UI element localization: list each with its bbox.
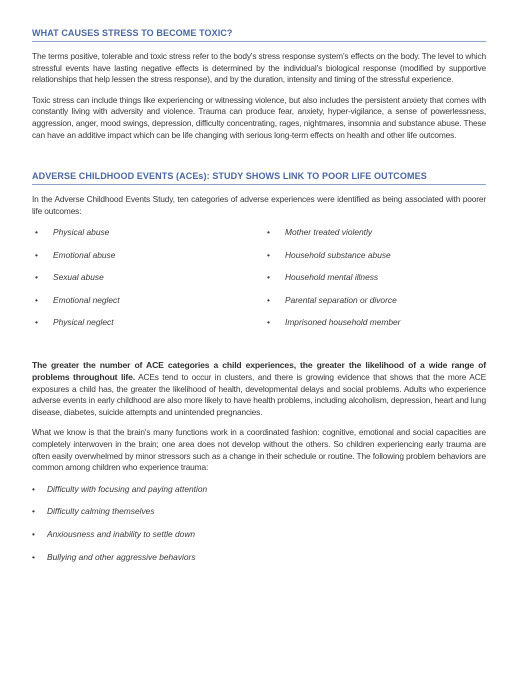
bullet-icon: • [35,317,38,328]
bullet-icon: • [267,272,270,283]
document-page [32,28,486,574]
list-item-text: Household substance abuse [285,249,391,260]
list-item [264,226,474,249]
paragraph-ace-likelihood-rest: ACEs tend to occur in clusters, and there is growing evidence that shows that the more ACE exposures a child has, the greater the likelihood of health, developmental delays and social problems. Adults who experience adverse events in early childhood are also more likely to have health problems, including alcoholism, depression, heart and lung disease, diabetes, suicide attempts and unintended pregnancies. [32,371,486,417]
paragraph-stress-terms: The terms positive, tolerable and toxic stress refer to the body's stress response system's effects on the body. The level to which stressful events have lasting negative effects is determined by the individual's biological response (modified by supportive relationships that help lessen the stress response), and by the duration, intensity and timing of the stressful experience. [32,51,486,85]
list-item-text: Household mental illness [285,272,379,283]
ace-list-left-column [32,226,242,339]
list-item [264,271,474,294]
list-item-text: Difficulty calming themselves [47,506,155,517]
list-item [32,316,242,339]
section-heading-aces: ADVERSE CHILDHOOD EVENTS (ACEs): STUDY SHOWS LINK TO POOR LIFE OUTCOMES [32,171,486,185]
bullet-icon: • [35,249,38,260]
bullet-icon: • [35,227,38,238]
bullet-icon: • [267,294,270,305]
ace-list-right-column [264,226,474,339]
list-item [32,249,242,272]
paragraph-ace-likelihood [32,360,486,418]
bullet-icon: • [267,227,270,238]
list-item-text: Bullying and other aggressive behaviors [47,552,196,563]
list-item-text: Difficulty with focusing and paying attention [47,483,208,494]
list-item [32,505,486,528]
bullet-icon: • [32,506,35,517]
list-item-text: Emotional abuse [53,249,116,260]
bullet-icon: • [35,294,38,305]
list-item-text: Emotional neglect [53,294,120,305]
paragraph-brain-functions: What we know is that the brain's many functions work in a coordinated fashion: cognitive, emotional and social capacities are completely interwoven in the brain; one area does not develop without the others. So children experiencing early trauma are often easily overwhelmed by minor stressors such as a change in their schedule or routine. The following problem behaviors are common among children who experience trauma: [32,427,486,473]
bullet-icon: • [32,529,35,540]
list-item-text: Physical abuse [53,227,110,238]
problem-behaviors-list [32,483,486,574]
paragraph-aces-intro: In the Adverse Childhood Events Study, ten categories of adverse experiences were identified as being associated with poorer life outcomes: [32,194,486,216]
list-item [32,294,242,317]
bullet-icon: • [267,317,270,328]
list-item [32,483,486,506]
list-item-text: Sexual abuse [53,272,104,283]
bullet-icon: • [35,272,38,283]
list-item [264,294,474,317]
paragraph-toxic-stress: Toxic stress can include things like experiencing or witnessing violence, but also includes the persistent anxiety that comes with constantly living with adversity and violence. Trauma can produce fear, anxiety, hyper-vigilance, a sense of powerlessness, aggression, anger, mood swings, depression, difficulty concentrating, rages, nightmares, insomnia and substance abuse. These can have an additive impact which can be life changing with serious long-term effects on health and other life outcomes. [32,94,486,140]
bullet-icon: • [32,483,35,494]
list-item-text: Imprisoned household member [285,317,401,328]
ace-categories-list [32,226,486,352]
list-item [264,316,474,339]
list-item [32,226,242,249]
list-item [32,528,486,551]
list-item-text: Mother treated violently [285,227,373,238]
list-item [32,551,486,574]
list-item-text: Parental separation or divorce [285,294,397,305]
list-item-text: Physical neglect [53,317,114,328]
bullet-icon: • [267,249,270,260]
list-item-text: Anxiousness and inability to settle down [47,529,196,540]
bullet-icon: • [32,552,35,563]
section-heading-toxic-stress: WHAT CAUSES STRESS TO BECOME TOXIC? [32,28,486,42]
bold-lead-sentence: The greater the number of ACE categories a child experiences, the greater the likelihood of a wide range of problems throughout life. [32,360,486,382]
list-item [32,271,242,294]
list-item [264,249,474,272]
